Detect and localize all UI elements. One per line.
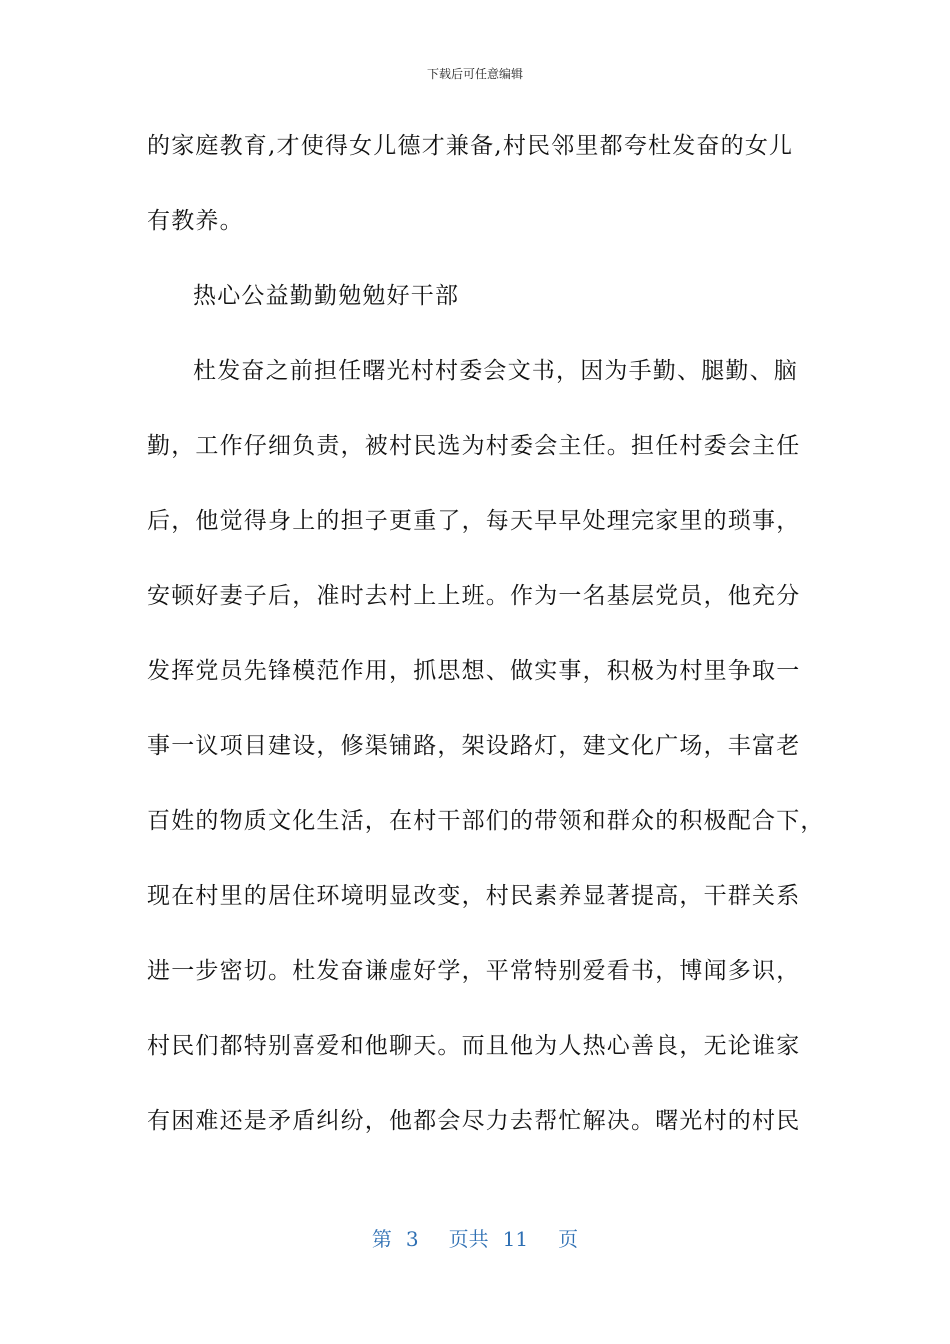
body-line: 现在村里的居住环境明显改变，村民素养显著提高，干群关系 (147, 883, 801, 909)
page-header-note: 下载后可任意编辑 (426, 67, 523, 81)
body-line: 有教养。 (147, 208, 244, 234)
body-line: 发挥党员先锋模范作用，抓思想、做实事，积极为村里争取一 (147, 658, 801, 684)
page-footer-prefix: 第 (371, 1227, 392, 1251)
section-heading: 热心公益勤勤勉勉好干部 (193, 283, 460, 309)
body-line: 事一议项目建设，修渠铺路，架设路灯，建文化广场，丰富老 (147, 733, 801, 759)
body-line: 百姓的物质文化生活，在村干部们的带领和群众的积极配合下， (147, 808, 825, 834)
body-line: 有困难还是矛盾纠纷，他都会尽力去帮忙解决。曙光村的村民 (147, 1108, 801, 1134)
current-page-number: 3 (405, 1227, 419, 1251)
body-line: 村民们都特别喜爱和他聊天。而且他为人热心善良，无论谁家 (147, 1033, 801, 1059)
total-pages-number: 11 (502, 1227, 529, 1251)
body-line: 进一步密切。杜发奋谦虚好学，平常特别爱看书，博闻多识， (147, 958, 801, 984)
document-body (147, 127, 825, 1177)
page-footer-middle: 页共 (448, 1227, 489, 1251)
body-line: 安顿好妻子后，准时去村上上班。作为一名基层党员，他充分 (147, 583, 801, 609)
page-footer-suffix: 页 (558, 1227, 579, 1251)
body-line: 的家庭教育,才使得女儿德才兼备,村民邻里都夸杜发奋的女儿 (147, 133, 794, 159)
body-line: 勤，工作仔细负责，被村民选为村委会主任。担任村委会主任 (147, 433, 801, 459)
body-line: 后，他觉得身上的担子更重了，每天早早处理完家里的琐事， (147, 508, 801, 534)
page-number-footer (0, 1225, 950, 1253)
body-line: 杜发奋之前担任曙光村村委会文书，因为手勤、腿勤、脑 (193, 358, 798, 384)
